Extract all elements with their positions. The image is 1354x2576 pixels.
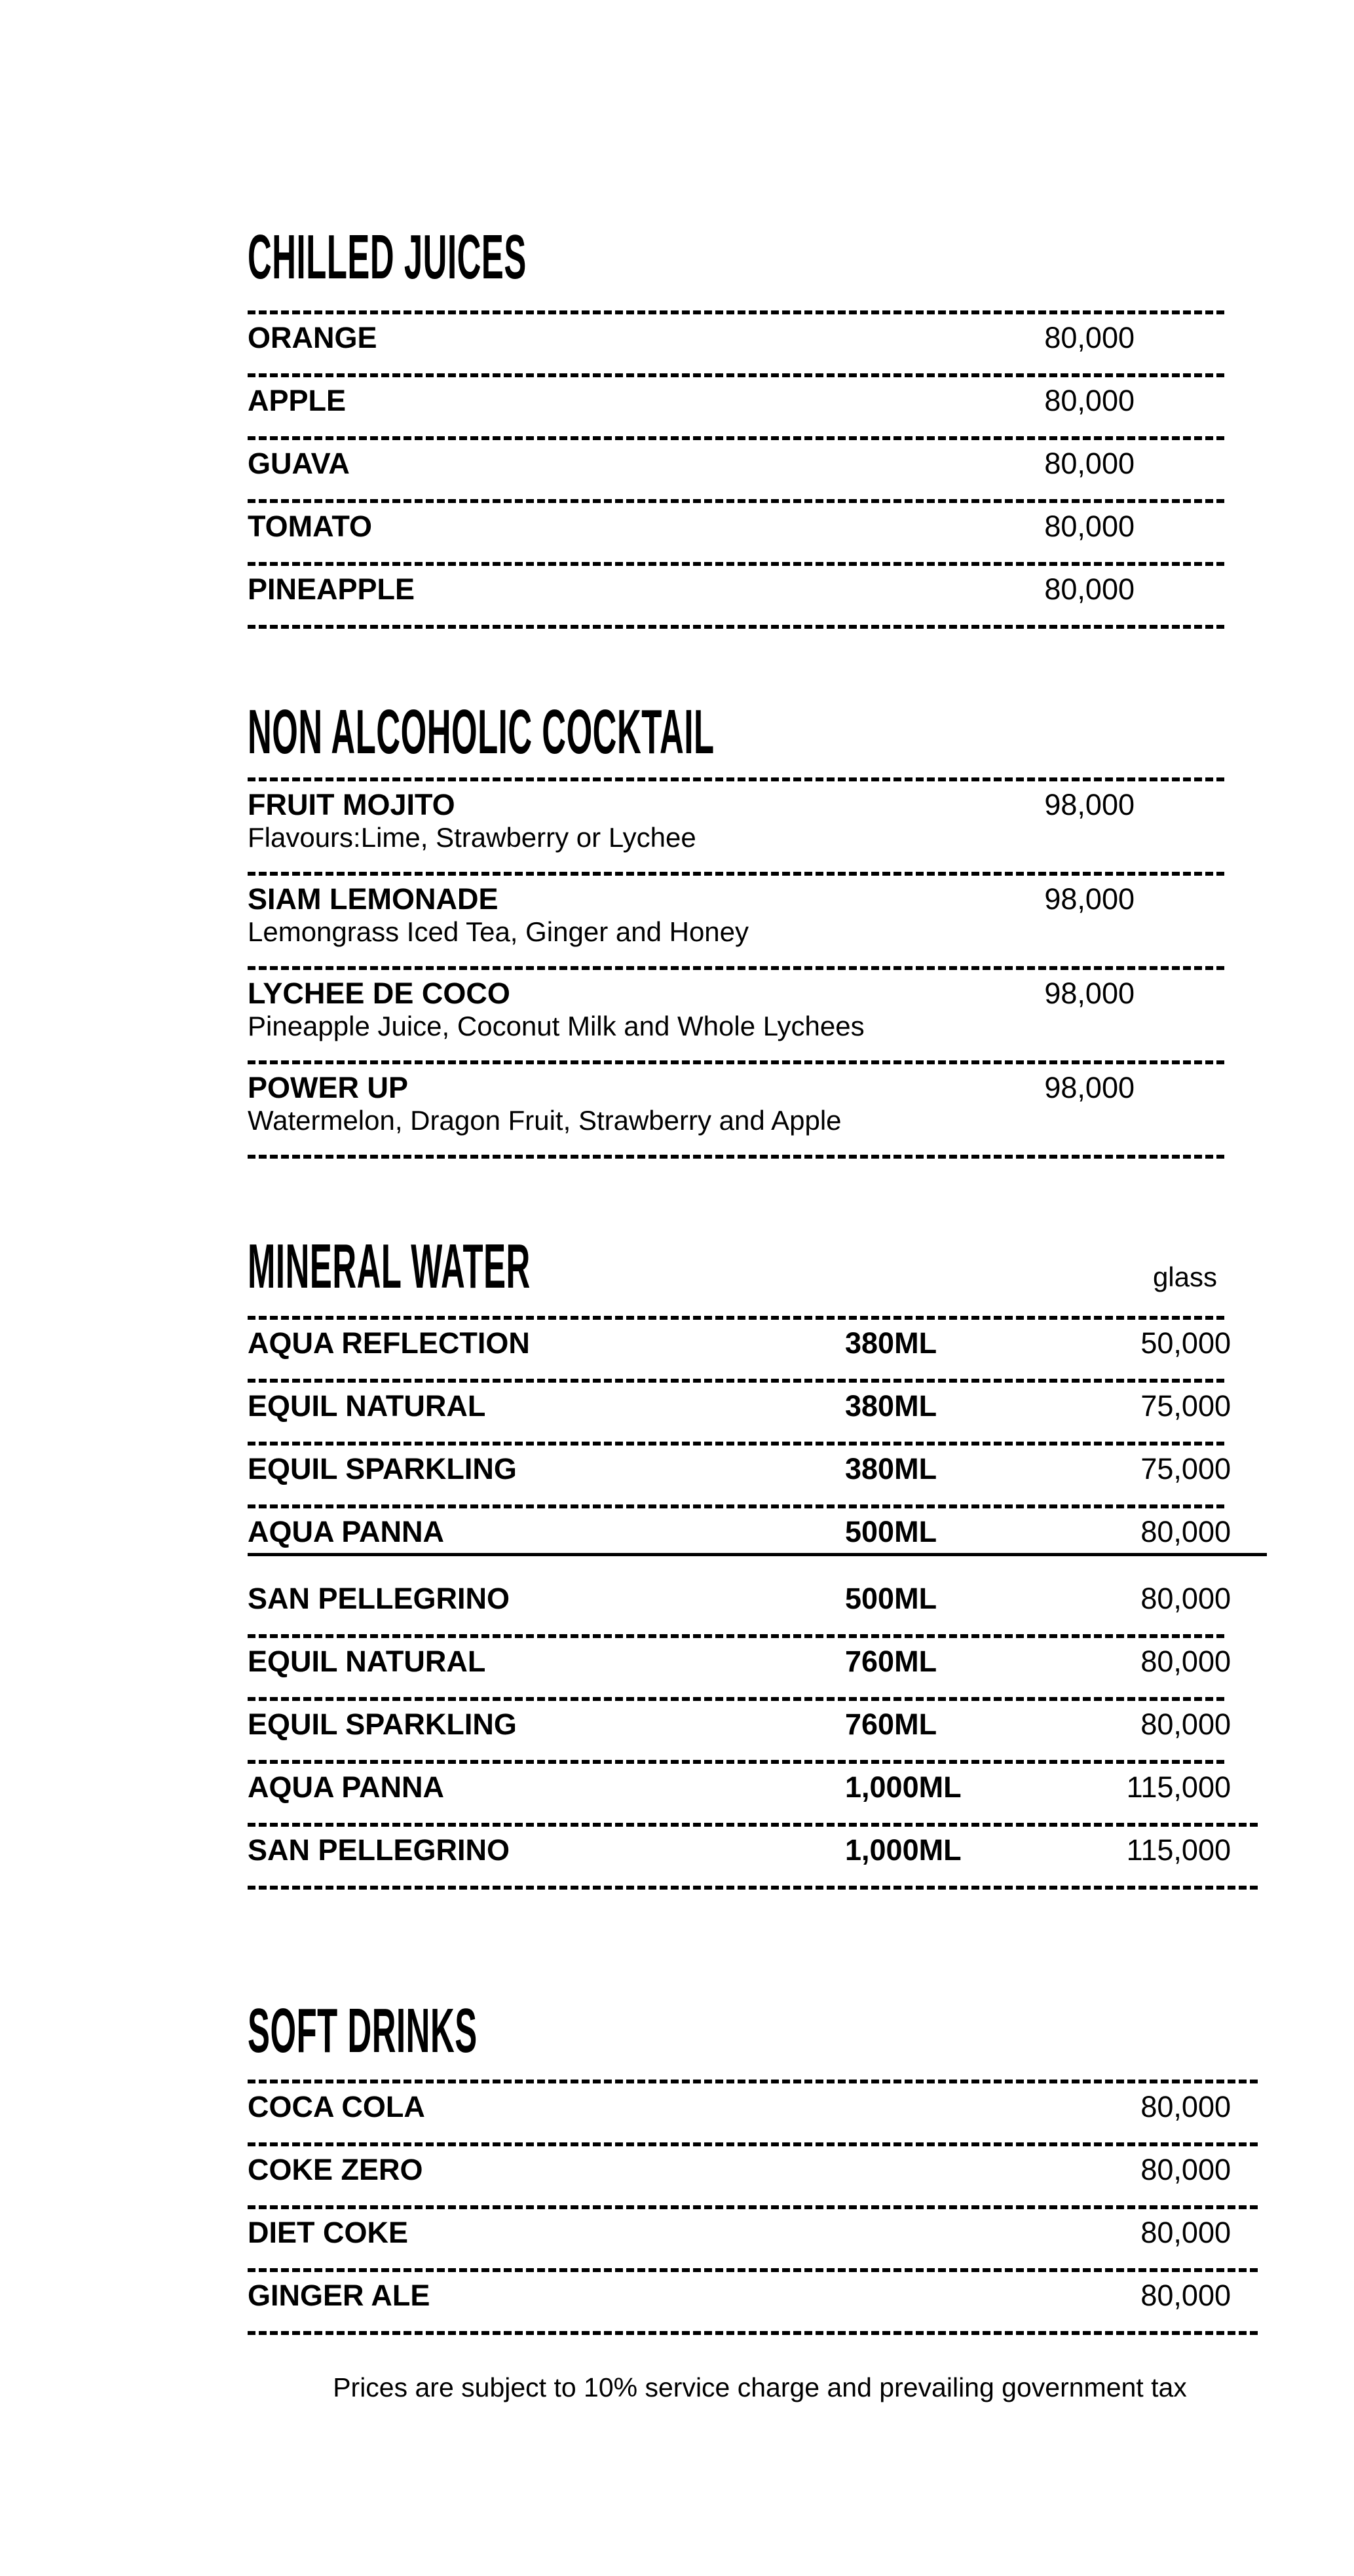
item-price: 115,000 bbox=[1126, 1770, 1231, 1804]
footer-note: Prices are subject to 10% service charge and prevailing government tax bbox=[333, 2372, 1187, 2402]
menu-item-row bbox=[248, 440, 1226, 499]
section-title: MINERAL WATER bbox=[248, 1231, 531, 1301]
menu-section bbox=[248, 1996, 1260, 2335]
menu-item-row bbox=[248, 2146, 1260, 2205]
item-description: Flavours:Lime, Strawberry or Lychee bbox=[248, 822, 696, 853]
menu-item-row bbox=[248, 1638, 1267, 1697]
menu-item-row bbox=[248, 970, 1226, 1060]
menu-section bbox=[248, 697, 1226, 1159]
item-name: COKE ZERO bbox=[248, 2153, 423, 2186]
item-price: 115,000 bbox=[1126, 1833, 1231, 1867]
row-separator bbox=[248, 625, 1226, 629]
row-separator bbox=[248, 2331, 1260, 2335]
section-rows bbox=[248, 777, 1226, 1159]
menu-item-row bbox=[248, 566, 1226, 625]
item-size: 1,000ML bbox=[845, 1833, 962, 1867]
item-description: Pineapple Juice, Coconut Milk and Whole Lychees bbox=[248, 1011, 865, 1041]
row-separator bbox=[248, 1155, 1226, 1159]
menu-item-row bbox=[248, 2083, 1260, 2142]
section-title: NON ALCOHOLIC COCKTAIL bbox=[248, 697, 715, 767]
item-size: 500ML bbox=[845, 1515, 937, 1548]
item-name: AQUA REFLECTION bbox=[248, 1326, 530, 1360]
section-header bbox=[248, 697, 1217, 767]
item-size: 380ML bbox=[845, 1452, 937, 1485]
item-size: 760ML bbox=[845, 1645, 937, 1678]
section-header bbox=[248, 1231, 1217, 1301]
menu-item-row bbox=[248, 1827, 1267, 1886]
item-price: 80,000 bbox=[1044, 321, 1135, 354]
item-price: 98,000 bbox=[1044, 1071, 1135, 1104]
item-name: ORANGE bbox=[248, 321, 377, 354]
item-name: FRUIT MOJITO bbox=[248, 788, 455, 821]
menu-item-line bbox=[248, 979, 1135, 1008]
menu-item-row bbox=[248, 1508, 1267, 1553]
item-name: EQUIL NATURAL bbox=[248, 1645, 486, 1678]
item-name: EQUIL SPARKLING bbox=[248, 1452, 517, 1485]
menu-item-row bbox=[248, 876, 1226, 966]
menu-item-line bbox=[248, 2218, 1231, 2247]
menu-item-line bbox=[248, 1647, 1231, 1676]
menu-item-line bbox=[248, 386, 1135, 415]
menu-item-line bbox=[248, 1772, 1231, 1802]
item-size: 1,000ML bbox=[845, 1770, 962, 1804]
price-column-header: glass bbox=[1152, 1261, 1217, 1292]
item-size: 500ML bbox=[845, 1582, 937, 1615]
menu-item-line bbox=[248, 790, 1135, 819]
menu-item-line bbox=[248, 1328, 1231, 1358]
menu-item-row bbox=[248, 314, 1226, 373]
menu-item-line bbox=[248, 2092, 1231, 2121]
menu-item-row bbox=[248, 1556, 1267, 1634]
menu-item-row bbox=[248, 781, 1226, 872]
item-name: EQUIL SPARKLING bbox=[248, 1708, 517, 1741]
item-price: 80,000 bbox=[1044, 447, 1135, 480]
item-name: PINEAPPLE bbox=[248, 572, 415, 606]
item-name: SAN PELLEGRINO bbox=[248, 1833, 510, 1867]
item-price: 80,000 bbox=[1140, 1708, 1231, 1741]
item-price: 80,000 bbox=[1140, 1645, 1231, 1678]
item-price: 80,000 bbox=[1044, 572, 1135, 606]
item-name: DIET COKE bbox=[248, 2216, 409, 2249]
section-header bbox=[248, 222, 1217, 292]
menu-item-line bbox=[248, 512, 1135, 541]
menu-item-row bbox=[248, 1764, 1267, 1823]
item-price: 80,000 bbox=[1140, 2153, 1231, 2186]
item-price: 75,000 bbox=[1140, 1452, 1231, 1485]
menu-item-line bbox=[248, 2155, 1231, 2184]
menu-item-row bbox=[248, 1446, 1267, 1504]
section-title: SOFT DRINKS bbox=[248, 1996, 478, 2066]
item-name: GINGER ALE bbox=[248, 2279, 430, 2312]
menu-item-row bbox=[248, 1701, 1267, 1760]
menu-section bbox=[248, 222, 1226, 629]
menu-item-line bbox=[248, 1835, 1231, 1865]
section-rows bbox=[248, 1316, 1267, 1890]
item-price: 98,000 bbox=[1044, 977, 1135, 1010]
item-price: 80,000 bbox=[1140, 2216, 1231, 2249]
menu-section bbox=[248, 1231, 1267, 1890]
section-title: CHILLED JUICES bbox=[248, 222, 527, 292]
menu-item-row bbox=[248, 2209, 1260, 2268]
item-price: 80,000 bbox=[1140, 1582, 1231, 1615]
item-description: Lemongrass Iced Tea, Ginger and Honey bbox=[248, 916, 749, 947]
item-name: AQUA PANNA bbox=[248, 1515, 444, 1548]
menu-item-row bbox=[248, 1320, 1267, 1379]
menu-item-line bbox=[248, 1709, 1231, 1739]
item-price: 98,000 bbox=[1044, 788, 1135, 821]
item-price: 75,000 bbox=[1140, 1389, 1231, 1423]
menu-item-row bbox=[248, 377, 1226, 436]
menu-item-line bbox=[248, 449, 1135, 478]
menu-item-line bbox=[248, 574, 1135, 604]
menu-item-line bbox=[248, 884, 1135, 914]
item-name: APPLE bbox=[248, 384, 347, 417]
item-price: 80,000 bbox=[1140, 2279, 1231, 2312]
menu-item-row bbox=[248, 1064, 1226, 1155]
menu-item-line bbox=[248, 2281, 1231, 2310]
row-separator bbox=[248, 1886, 1260, 1890]
item-name: LYCHEE DE COCO bbox=[248, 977, 510, 1010]
section-rows bbox=[248, 310, 1226, 629]
item-size: 760ML bbox=[845, 1708, 937, 1741]
item-name: COCA COLA bbox=[248, 2090, 425, 2123]
item-description: Watermelon, Dragon Fruit, Strawberry and Apple bbox=[248, 1105, 842, 1136]
item-name: SIAM LEMONADE bbox=[248, 882, 498, 916]
item-size: 380ML bbox=[845, 1326, 937, 1360]
menu-item-line bbox=[248, 1391, 1231, 1421]
section-header bbox=[248, 1996, 1217, 2066]
item-name: GUAVA bbox=[248, 447, 350, 480]
menu-item-line bbox=[248, 1584, 1231, 1613]
menu-item-row bbox=[248, 503, 1226, 562]
menu-item-row bbox=[248, 1383, 1267, 1442]
item-size: 380ML bbox=[845, 1389, 937, 1423]
item-name: SAN PELLEGRINO bbox=[248, 1582, 510, 1615]
item-price: 80,000 bbox=[1140, 1515, 1231, 1548]
item-price: 50,000 bbox=[1140, 1326, 1231, 1360]
menu-item-line bbox=[248, 323, 1135, 352]
item-name: POWER UP bbox=[248, 1071, 409, 1104]
menu-item-line bbox=[248, 1073, 1135, 1102]
item-price: 80,000 bbox=[1044, 384, 1135, 417]
menu-item-line bbox=[248, 1454, 1231, 1484]
menu-item-line bbox=[248, 1517, 1231, 1546]
menu-item-row bbox=[248, 2272, 1260, 2331]
item-name: AQUA PANNA bbox=[248, 1770, 444, 1804]
item-price: 80,000 bbox=[1044, 510, 1135, 543]
item-price: 98,000 bbox=[1044, 882, 1135, 916]
section-rows bbox=[248, 2080, 1260, 2335]
item-price: 80,000 bbox=[1140, 2090, 1231, 2123]
item-name: EQUIL NATURAL bbox=[248, 1389, 486, 1423]
item-name: TOMATO bbox=[248, 510, 372, 543]
